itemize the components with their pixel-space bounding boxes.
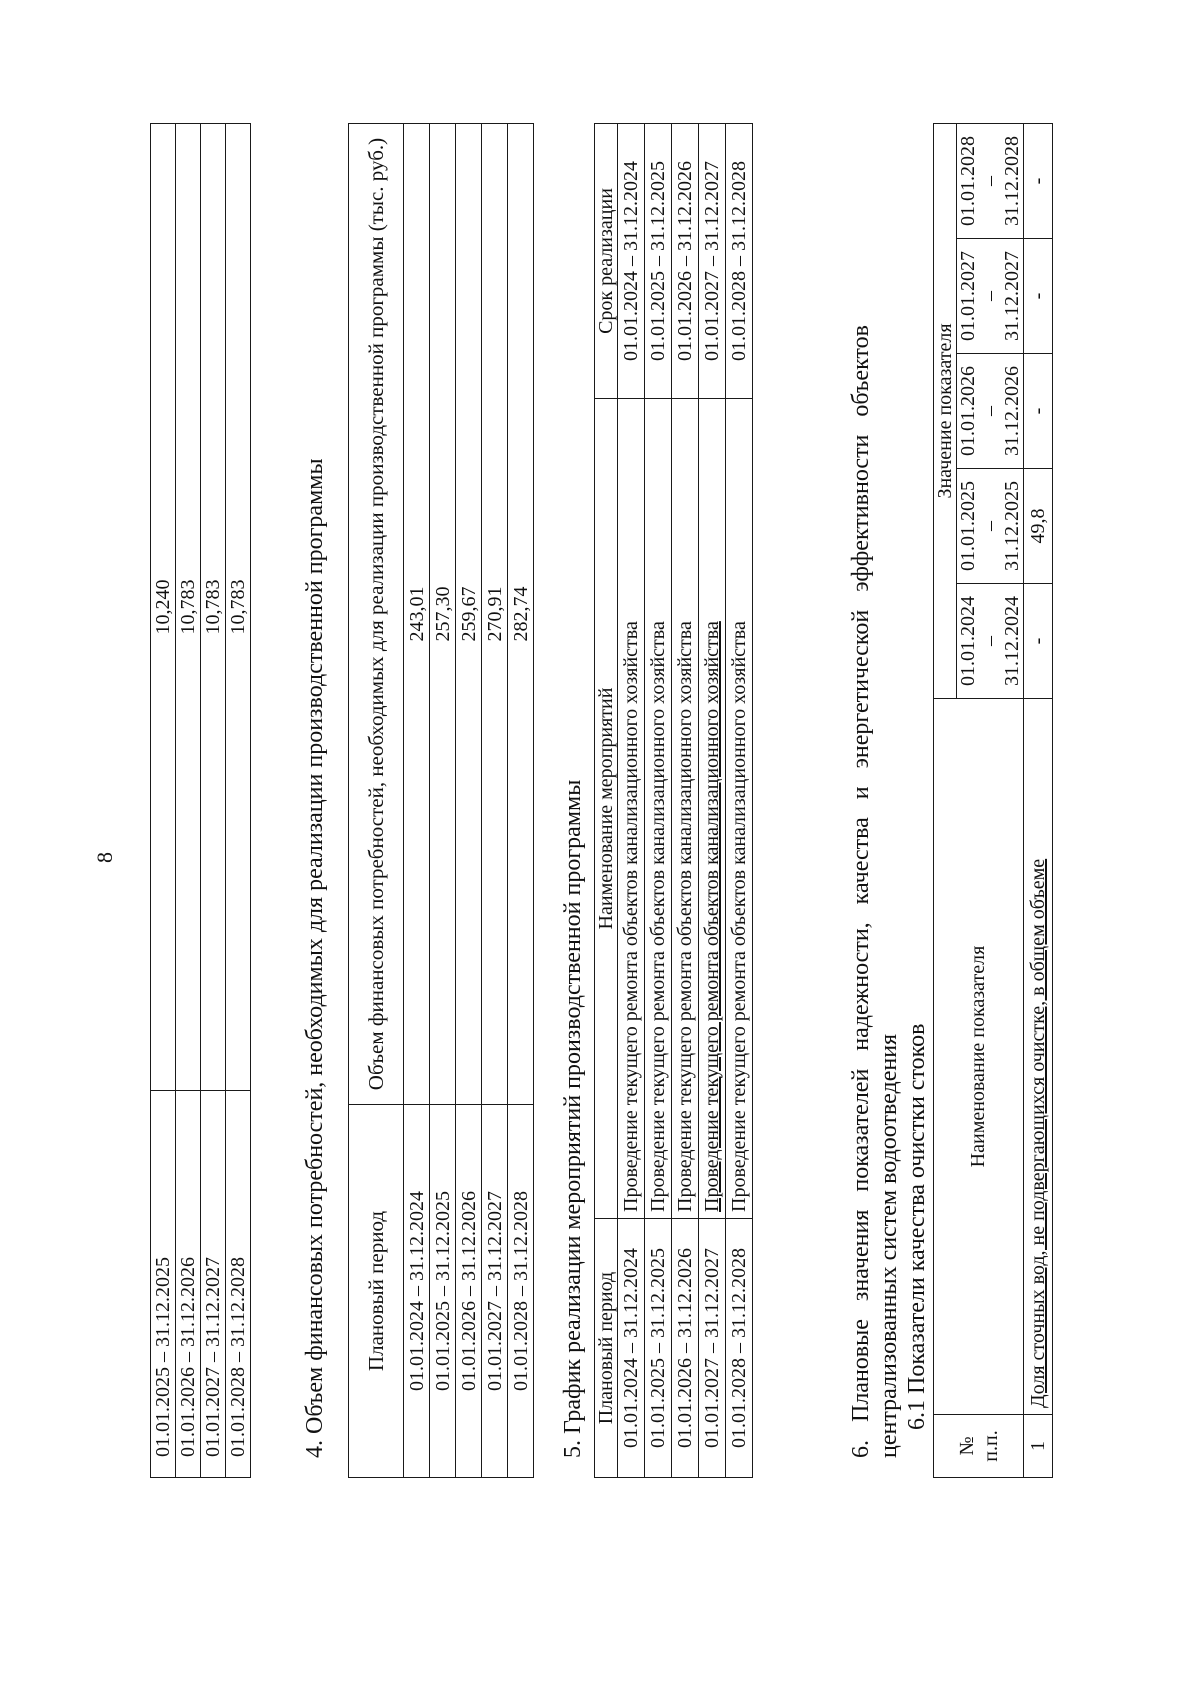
column-header-indicator: Наименование показателя [934, 699, 1024, 1415]
value-cell: 10,240 [151, 124, 176, 1091]
table-row [645, 124, 672, 1478]
activity-cell: Проведение текущего ремонта объектов канализационного хозяйства [618, 399, 645, 1219]
period-cell: 01.01.2027 – 31.12.2027 [699, 1219, 726, 1478]
period-cell: 01.01.2024 – 31.12.2024 [618, 1219, 645, 1478]
period-to: 31.12.2027 [1001, 251, 1023, 341]
activity-cell: Проведение текущего ремонта объектов канализационного хозяйства [672, 399, 699, 1219]
page-number: 8 [92, 852, 117, 863]
period-dash: – [979, 521, 1001, 531]
period-to: 31.12.2026 [1001, 366, 1023, 456]
value-cell: 259,67 [456, 124, 482, 1105]
period-from: 01.01.2028 [957, 136, 979, 226]
table-row [201, 124, 226, 1478]
section-5-heading: 5. График реализации мероприятий производственной программы [560, 779, 586, 1458]
period-from: 01.01.2025 [957, 481, 979, 571]
section-6-heading-line2: централизованных систем водоотведения [876, 1033, 902, 1458]
continuation-table [150, 123, 251, 1478]
table-row [726, 124, 753, 1478]
period-cell: 01.01.2028 – 31.12.2028 [226, 1091, 251, 1478]
period-cell: 01.01.2024 – 31.12.2024 [404, 1105, 430, 1478]
period-to: 31.12.2024 [1001, 596, 1023, 686]
period-from: 01.01.2026 [957, 366, 979, 456]
table-row [226, 124, 251, 1478]
indicators-table [933, 123, 1053, 1478]
indicator-name-cell: Доля сточных вод, не подвергающихся очистке, в общем объеме [1024, 699, 1053, 1415]
table-row [430, 124, 456, 1478]
period-cell: 01.01.2026 – 31.12.2026 [456, 1105, 482, 1478]
period-cell: 01.01.2025 – 31.12.2025 [645, 1219, 672, 1478]
table-row [699, 124, 726, 1478]
section-6-1-heading: 6.1 Показатели качества очистки стоков [904, 1023, 930, 1430]
period-cell: 01.01.2025 – 31.12.2025 [430, 1105, 456, 1478]
period-cell: 01.01.2026 – 31.12.2026 [176, 1091, 201, 1478]
value-cell: 243,01 [404, 124, 430, 1105]
period-header [957, 584, 1024, 699]
table-row [404, 124, 430, 1478]
column-header-volume: Объем финансовых потребностей, необходимых для реализации производственной программы (тыс. руб.) [349, 124, 404, 1105]
table-row [1024, 124, 1053, 1478]
period-header [957, 469, 1024, 584]
value-cell: - [1024, 354, 1053, 469]
period-cell: 01.01.2028 – 31.12.2028 [508, 1105, 534, 1478]
value-cell: 10,783 [201, 124, 226, 1091]
value-cell: 270,91 [482, 124, 508, 1105]
column-header-period: Плановый период [595, 1219, 618, 1478]
period-cell: 01.01.2027 – 31.12.2027 [482, 1105, 508, 1478]
term-cell: 01.01.2028 – 31.12.2028 [726, 124, 753, 399]
period-from: 01.01.2027 [957, 251, 979, 341]
term-cell: 01.01.2027 – 31.12.2027 [699, 124, 726, 399]
table-header-row [595, 124, 618, 1478]
value-cell: - [1024, 239, 1053, 354]
column-header-term: Срок реализации [595, 124, 618, 399]
column-header-values: Значение показателя [934, 124, 957, 699]
column-header-number: № п.п. [934, 1415, 1024, 1478]
schedule-table [594, 123, 753, 1478]
table-row [456, 124, 482, 1478]
period-header [957, 124, 1024, 239]
period-cell: 01.01.2028 – 31.12.2028 [726, 1219, 753, 1478]
table-row [176, 124, 201, 1478]
activity-cell: Проведение текущего ремонта объектов канализационного хозяйства [699, 399, 726, 1219]
table-header-row [934, 124, 957, 1478]
activity-cell: Проведение текущего ремонта объектов канализационного хозяйства [726, 399, 753, 1219]
activity-cell: Проведение текущего ремонта объектов канализационного хозяйства [645, 399, 672, 1219]
value-cell: 49,8 [1024, 469, 1053, 584]
period-cell: 01.01.2027 – 31.12.2027 [201, 1091, 226, 1478]
row-number-cell: 1 [1024, 1415, 1053, 1478]
value-cell: 10,783 [176, 124, 201, 1091]
section-4-heading: 4. Объем финансовых потребностей, необходимых для реализации производственной программы [302, 458, 328, 1458]
term-cell: 01.01.2026 – 31.12.2026 [672, 124, 699, 399]
period-dash: – [979, 291, 1001, 301]
table-header-row [349, 124, 404, 1478]
term-cell: 01.01.2025 – 31.12.2025 [645, 124, 672, 399]
period-header [957, 354, 1024, 469]
period-dash: – [979, 636, 1001, 646]
period-cell: 01.01.2026 – 31.12.2026 [672, 1219, 699, 1478]
section-6-heading: 6. Плановые значения показателей надежности, качества и энергетической эффективности объектов [848, 325, 874, 1458]
column-header-activity: Наименование мероприятий [595, 399, 618, 1219]
period-dash: – [979, 176, 1001, 186]
value-cell: - [1024, 584, 1053, 699]
period-dash: – [979, 406, 1001, 416]
period-cell: 01.01.2025 – 31.12.2025 [151, 1091, 176, 1478]
value-cell: 282,74 [508, 124, 534, 1105]
table-row [672, 124, 699, 1478]
value-cell: - [1024, 124, 1053, 239]
period-to: 31.12.2025 [1001, 481, 1023, 571]
column-header-period: Плановый период [349, 1105, 404, 1478]
period-header [957, 239, 1024, 354]
value-cell: 10,783 [226, 124, 251, 1091]
value-cell: 257,30 [430, 124, 456, 1105]
table-row [151, 124, 176, 1478]
term-cell: 01.01.2024 – 31.12.2024 [618, 124, 645, 399]
table-row [618, 124, 645, 1478]
table-row [508, 124, 534, 1478]
financial-needs-table [348, 123, 534, 1478]
period-to: 31.12.2028 [1001, 136, 1023, 226]
table-row [482, 124, 508, 1478]
period-from: 01.01.2024 [957, 596, 979, 686]
